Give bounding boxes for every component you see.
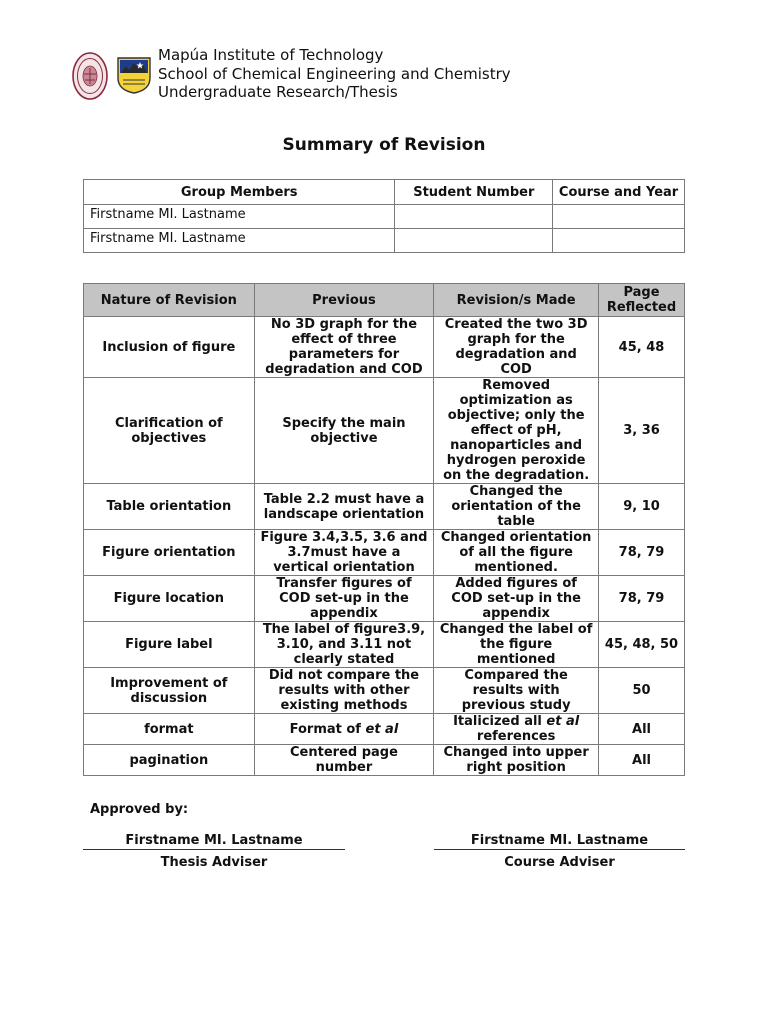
table-row bbox=[84, 622, 685, 668]
previous-text: Format of bbox=[289, 721, 366, 737]
page-cell: All bbox=[599, 714, 685, 745]
previous-cell: No 3D graph for the effect of three parameters for degradation and COD bbox=[254, 317, 434, 378]
page-cell: 45, 48 bbox=[599, 317, 685, 378]
signatory-name: Firstname MI. Lastname bbox=[83, 832, 345, 850]
signatory-name: Firstname MI. Lastname bbox=[434, 832, 685, 850]
revision-made-cell: Created the two 3D graph for the degradation and COD bbox=[434, 317, 599, 378]
institution-block bbox=[158, 46, 511, 102]
nature-cell: pagination bbox=[84, 745, 255, 776]
course-year bbox=[553, 229, 685, 253]
table-row bbox=[84, 714, 685, 745]
previous-cell: Specify the main objective bbox=[254, 378, 434, 484]
signatory-role: Course Adviser bbox=[504, 855, 615, 870]
column-header: Revision/s Made bbox=[434, 284, 599, 317]
revision-made-cell: Changed orientation of all the figure mentioned. bbox=[434, 530, 599, 576]
table-row bbox=[84, 229, 685, 253]
revision-made-cell: Removed optimization as objective; only the effect of pH, nanoparticles and hydrogen peroxide on the degradation. bbox=[434, 378, 599, 484]
column-header: Page Reflected bbox=[599, 284, 685, 317]
nature-cell: Figure label bbox=[84, 622, 255, 668]
program-name: Undergraduate Research/Thesis bbox=[158, 83, 398, 101]
table-row bbox=[84, 205, 685, 229]
thesis-adviser-signature bbox=[83, 832, 345, 871]
nature-cell: Inclusion of figure bbox=[84, 317, 255, 378]
column-header: Nature of Revision bbox=[84, 284, 255, 317]
previous-cell: Figure 3.4,3.5, 3.6 and 3.7must have a vertical orientation bbox=[254, 530, 434, 576]
nature-cell: Clarification of objectives bbox=[84, 378, 255, 484]
member-name: Firstname MI. Lastname bbox=[84, 229, 395, 253]
revision-table bbox=[83, 283, 685, 776]
revision-made-cell: Changed the orientation of the table bbox=[434, 484, 599, 530]
page-cell: All bbox=[599, 745, 685, 776]
previous-cell bbox=[254, 714, 434, 745]
student-number bbox=[395, 205, 553, 229]
column-header: Course and Year bbox=[553, 180, 685, 205]
column-header: Group Members bbox=[84, 180, 395, 205]
member-name: Firstname MI. Lastname bbox=[84, 205, 395, 229]
page-cell: 3, 36 bbox=[599, 378, 685, 484]
revision-made-cell: Compared the results with previous study bbox=[434, 668, 599, 714]
previous-cell: Table 2.2 must have a landscape orientation bbox=[254, 484, 434, 530]
nature-cell: format bbox=[84, 714, 255, 745]
page-cell: 78, 79 bbox=[599, 530, 685, 576]
previous-cell: Transfer figures of COD set-up in the appendix bbox=[254, 576, 434, 622]
table-row bbox=[84, 484, 685, 530]
revision-made-cell bbox=[434, 714, 599, 745]
table-row bbox=[84, 378, 685, 484]
made-text: Italicized all bbox=[453, 714, 547, 729]
page-cell: 50 bbox=[599, 668, 685, 714]
school-crest-icon bbox=[116, 56, 152, 94]
nature-cell: Improvement of discussion bbox=[84, 668, 255, 714]
document-header bbox=[70, 46, 630, 106]
italic-text: et al bbox=[546, 714, 580, 729]
university-seal-icon bbox=[72, 52, 108, 100]
table-row bbox=[84, 576, 685, 622]
previous-cell: Centered page number bbox=[254, 745, 434, 776]
nature-cell: Figure location bbox=[84, 576, 255, 622]
italic-text: et al bbox=[365, 721, 399, 737]
course-year bbox=[553, 205, 685, 229]
table-header-row bbox=[84, 284, 685, 317]
table-row bbox=[84, 668, 685, 714]
page-title: Summary of Revision bbox=[282, 135, 486, 155]
revision-made-cell: Changed into upper right position bbox=[434, 745, 599, 776]
school-name: School of Chemical Engineering and Chemistry bbox=[158, 64, 511, 83]
table-row bbox=[84, 745, 685, 776]
made-text: references bbox=[476, 729, 556, 744]
approved-by-label: Approved by: bbox=[90, 802, 189, 817]
previous-cell: Did not compare the results with other existing methods bbox=[254, 668, 434, 714]
page-cell: 45, 48, 50 bbox=[599, 622, 685, 668]
signatory-role: Thesis Adviser bbox=[160, 855, 268, 870]
page-cell: 78, 79 bbox=[599, 576, 685, 622]
column-header: Student Number bbox=[395, 180, 553, 205]
revision-made-cell: Changed the label of the figure mentioned bbox=[434, 622, 599, 668]
course-adviser-signature bbox=[434, 832, 685, 871]
table-header-row bbox=[84, 180, 685, 205]
page-cell: 9, 10 bbox=[599, 484, 685, 530]
nature-cell: Table orientation bbox=[84, 484, 255, 530]
previous-cell: The label of figure3.9, 3.10, and 3.11 not clearly stated bbox=[254, 622, 434, 668]
nature-cell: Figure orientation bbox=[84, 530, 255, 576]
table-row bbox=[84, 317, 685, 378]
column-header: Previous bbox=[254, 284, 434, 317]
group-members-table bbox=[83, 179, 685, 253]
institution-name: Mapúa Institute of Technology bbox=[158, 46, 384, 64]
revision-made-cell: Added figures of COD set-up in the appendix bbox=[434, 576, 599, 622]
student-number bbox=[395, 229, 553, 253]
table-row bbox=[84, 530, 685, 576]
